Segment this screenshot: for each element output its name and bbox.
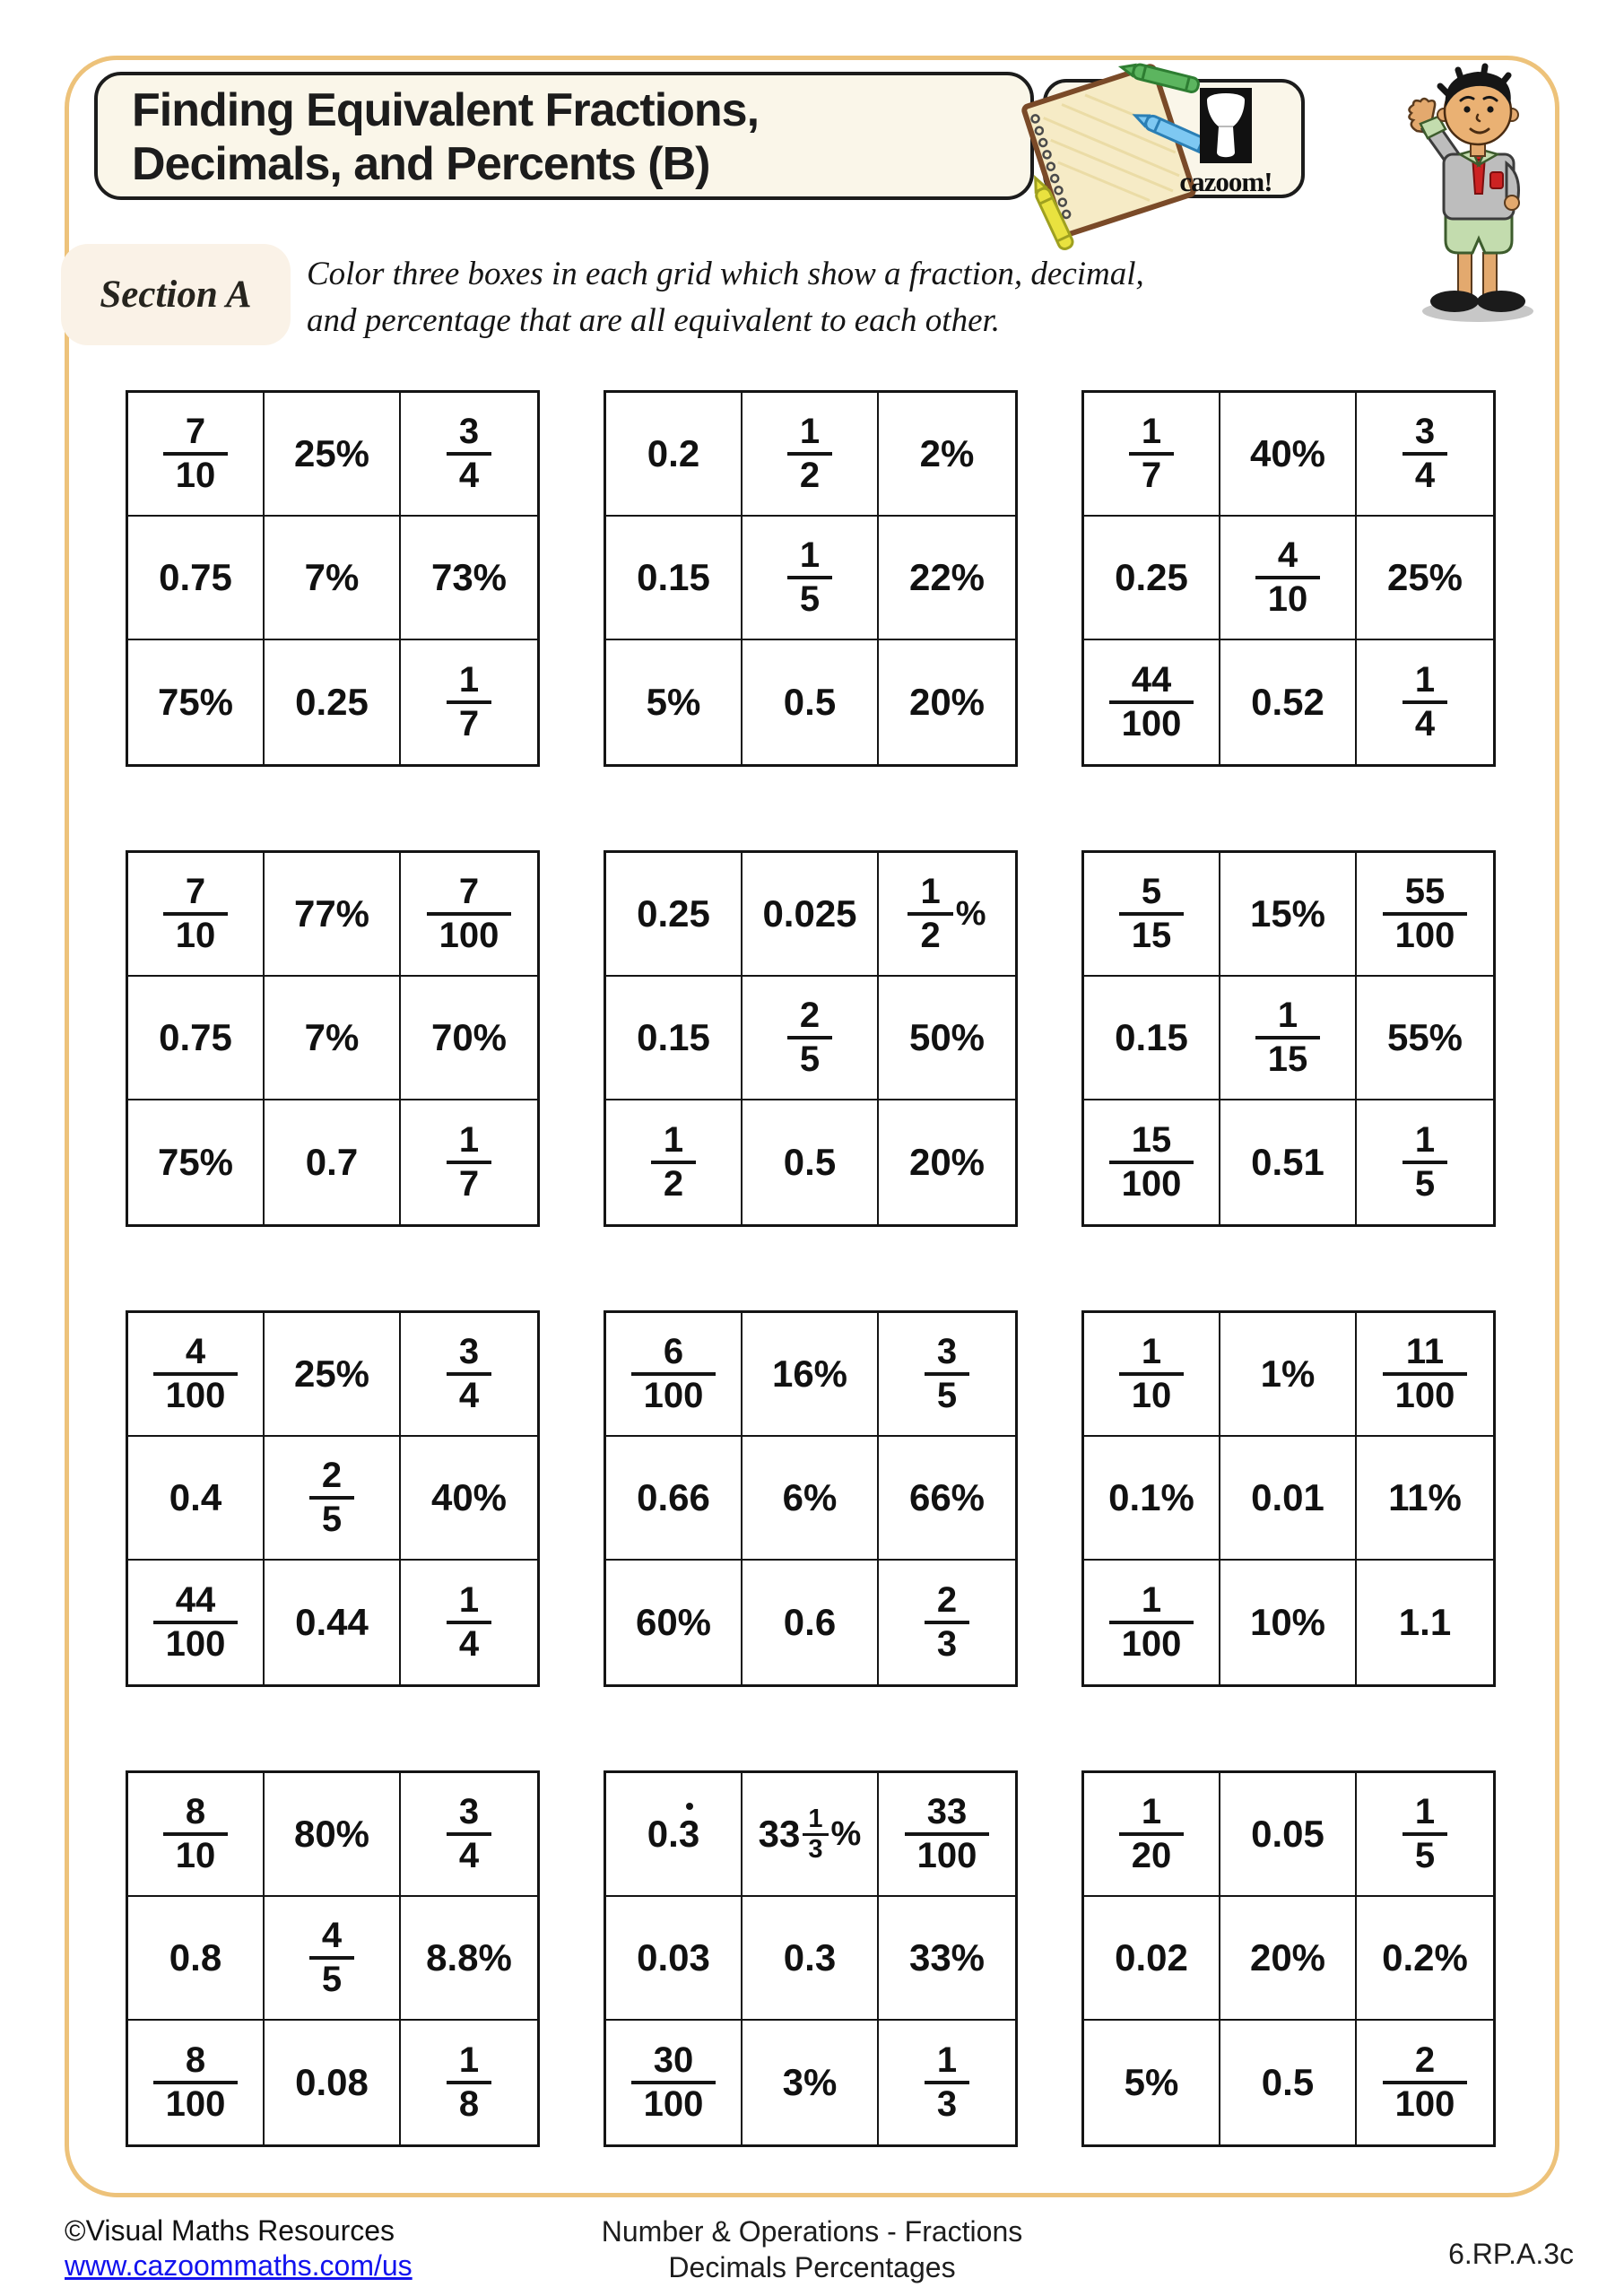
grid-1-cell-5[interactable] bbox=[265, 517, 401, 640]
fraction: $\frac{55}{100}$ bbox=[1383, 873, 1468, 954]
cell-value: 0.01 bbox=[1251, 1476, 1324, 1518]
cell-value: 0.2 bbox=[647, 432, 700, 474]
page-title-line1: Finding Equivalent Fractions, bbox=[132, 84, 760, 136]
cell-value: 75% bbox=[157, 681, 234, 723]
grid-3 bbox=[1081, 390, 1496, 767]
standard-code: 6.RP.A.3c bbox=[1448, 2238, 1574, 2270]
grid-3-cell-5[interactable] bbox=[1220, 517, 1357, 640]
grid-12-cell-5[interactable] bbox=[1220, 1897, 1357, 2021]
cell-value: 11% bbox=[1388, 1476, 1462, 1518]
instruction-line1: Color three boxes in each grid which show a fraction, decimal, bbox=[307, 256, 1144, 292]
fraction: $\frac{1}{2}$ bbox=[787, 413, 832, 494]
page-title bbox=[98, 75, 1030, 192]
cell-value: 0.25 bbox=[637, 892, 710, 935]
cell-value: 20% bbox=[908, 681, 986, 723]
grid-8-cell-9[interactable] bbox=[879, 1561, 1015, 1684]
grid-11-cell-7[interactable] bbox=[606, 2021, 743, 2144]
grid-5-cell-6[interactable] bbox=[879, 977, 1015, 1100]
mixed-number-whole: 33 bbox=[758, 1813, 801, 1855]
grid-8-cell-5[interactable] bbox=[743, 1437, 879, 1561]
cell-value: 15% bbox=[1249, 892, 1326, 935]
grid-1 bbox=[126, 390, 540, 767]
grid-7-cell-6[interactable] bbox=[401, 1437, 537, 1561]
grid-4-cell-8[interactable] bbox=[265, 1100, 401, 1224]
fraction: $\frac{1}{3}$ bbox=[925, 2041, 969, 2123]
grid-9 bbox=[1081, 1310, 1496, 1687]
cell-value: 25% bbox=[293, 432, 370, 474]
cell-value: 0.25 bbox=[1115, 556, 1188, 598]
cell-value: 1% bbox=[1260, 1352, 1316, 1395]
fraction: $\frac{2}{3}$ bbox=[925, 1581, 969, 1663]
drum-icon bbox=[1200, 88, 1252, 163]
cell-value: 0.4 bbox=[169, 1476, 222, 1518]
grid-7-cell-5[interactable] bbox=[265, 1437, 401, 1561]
fraction: $\frac{7}{100}$ bbox=[427, 873, 512, 954]
cell-value: 25% bbox=[293, 1352, 370, 1395]
grid-10-cell-3[interactable] bbox=[401, 1773, 537, 1897]
grid-10-cell-5[interactable] bbox=[265, 1897, 401, 2021]
cell-value: 0.8 bbox=[169, 1936, 222, 1979]
brand-name: cazoom! bbox=[1179, 166, 1272, 197]
fraction: $\frac{1}{3}$ bbox=[803, 1805, 828, 1863]
cell-value: 8.8% bbox=[426, 1936, 512, 1979]
grid-12-cell-1[interactable] bbox=[1084, 1773, 1220, 1897]
grid-6-cell-2[interactable] bbox=[1220, 853, 1357, 977]
cell-value: 0.3 bbox=[783, 1936, 837, 1979]
cell-value: 20% bbox=[908, 1141, 986, 1183]
grid-2-cell-7[interactable] bbox=[606, 640, 743, 764]
grid-2-cell-3[interactable] bbox=[879, 393, 1015, 517]
fraction: $\frac{44}{100}$ bbox=[1109, 661, 1194, 743]
grid-3-cell-7[interactable] bbox=[1084, 640, 1220, 764]
grid-6-cell-5[interactable] bbox=[1220, 977, 1357, 1100]
grid-12-cell-4[interactable] bbox=[1084, 1897, 1220, 2021]
grid-8-cell-6[interactable] bbox=[879, 1437, 1015, 1561]
grid-2-cell-1[interactable] bbox=[606, 393, 743, 517]
fraction: $\frac{1}{5}$ bbox=[1403, 1121, 1447, 1203]
fraction: $\frac{3}{4}$ bbox=[1403, 413, 1447, 494]
cell-value: 0.02 bbox=[1115, 1936, 1188, 1979]
fraction: $\frac{5}{15}$ bbox=[1119, 873, 1185, 954]
fraction: $\frac{4}{5}$ bbox=[309, 1917, 354, 1998]
fraction: $\frac{1}{4}$ bbox=[447, 1581, 491, 1663]
grid-3-cell-9[interactable] bbox=[1357, 640, 1493, 764]
fraction: $\frac{3}{4}$ bbox=[447, 1333, 491, 1414]
grid-5-cell-8[interactable] bbox=[743, 1100, 879, 1224]
grid-6-cell-3[interactable] bbox=[1357, 853, 1493, 977]
grid-10-cell-7[interactable] bbox=[128, 2021, 265, 2144]
grid-8-cell-7[interactable] bbox=[606, 1561, 743, 1684]
grid-1-cell-2[interactable] bbox=[265, 393, 401, 517]
cell-value: 0.025 bbox=[762, 892, 857, 935]
grid-1-cell-9[interactable] bbox=[401, 640, 537, 764]
fraction: $\frac{11}{100}$ bbox=[1383, 1333, 1468, 1414]
grid-7-cell-2[interactable] bbox=[265, 1313, 401, 1437]
grid-9-cell-3[interactable] bbox=[1357, 1313, 1493, 1437]
grid-10-cell-4[interactable] bbox=[128, 1897, 265, 2021]
cell-value: 0.5 bbox=[783, 681, 837, 723]
website-link[interactable]: www.cazoommaths.com/us bbox=[65, 2249, 413, 2283]
cell-value: 40% bbox=[430, 1476, 508, 1518]
cell-value: 0.5 bbox=[783, 1141, 837, 1183]
fraction: $\frac{33}{100}$ bbox=[905, 1793, 990, 1874]
grid-3-cell-1[interactable] bbox=[1084, 393, 1220, 517]
grid-4-cell-9[interactable] bbox=[401, 1100, 537, 1224]
grid-11-cell-6[interactable] bbox=[879, 1897, 1015, 2021]
brand-mark bbox=[1158, 88, 1294, 198]
cell-value: 0.03 bbox=[637, 1936, 710, 1979]
fraction: $\frac{8}{10}$ bbox=[163, 1793, 229, 1874]
grid-6-cell-1[interactable] bbox=[1084, 853, 1220, 977]
fraction: $\frac{1}{4}$ bbox=[1403, 661, 1447, 743]
grid-7-cell-1[interactable] bbox=[128, 1313, 265, 1437]
grid-5-cell-9[interactable] bbox=[879, 1100, 1015, 1224]
grid-5-cell-5[interactable] bbox=[743, 977, 879, 1100]
grid-5-cell-2[interactable] bbox=[743, 853, 879, 977]
grid-11-cell-2[interactable] bbox=[743, 1773, 879, 1897]
fraction: $\frac{44}{100}$ bbox=[153, 1581, 239, 1663]
grid-7-cell-3[interactable] bbox=[401, 1313, 537, 1437]
cell-value: 7% bbox=[304, 1016, 360, 1058]
cell-value: 0.75 bbox=[159, 1016, 232, 1058]
recurring-digit: 3 bbox=[678, 1813, 700, 1855]
grid-9-cell-1[interactable] bbox=[1084, 1313, 1220, 1437]
fraction: $\frac{1}{10}$ bbox=[1119, 1333, 1185, 1414]
grid-8-cell-4[interactable] bbox=[606, 1437, 743, 1561]
grid-8-cell-8[interactable] bbox=[743, 1561, 879, 1684]
fraction: $\frac{1}{2}$ bbox=[908, 873, 952, 954]
fraction: $\frac{2}{5}$ bbox=[787, 996, 832, 1078]
cell-value: 0.7 bbox=[305, 1141, 359, 1183]
title-box bbox=[94, 72, 1034, 200]
grid-5 bbox=[604, 850, 1018, 1227]
cell-value: 55% bbox=[1386, 1016, 1463, 1058]
cell-value: 2% bbox=[919, 432, 975, 474]
grid-12-cell-3[interactable] bbox=[1357, 1773, 1493, 1897]
cell-value: 70% bbox=[430, 1016, 508, 1058]
section-label: Section A bbox=[61, 244, 291, 345]
grid-10-cell-1[interactable] bbox=[128, 1773, 265, 1897]
grid-2-cell-2[interactable] bbox=[743, 393, 879, 517]
grid-11-cell-3[interactable] bbox=[879, 1773, 1015, 1897]
cell-value: 20% bbox=[1249, 1936, 1326, 1979]
cell-value: 0.75 bbox=[159, 556, 232, 598]
cell-value: 77% bbox=[293, 892, 370, 935]
grid-5-cell-4[interactable] bbox=[606, 977, 743, 1100]
grid-12 bbox=[1081, 1770, 1496, 2147]
fraction: $\frac{1}{7}$ bbox=[447, 661, 491, 743]
grid-9-cell-2[interactable] bbox=[1220, 1313, 1357, 1437]
grid-8-cell-3[interactable] bbox=[879, 1313, 1015, 1437]
cell-value: 3% bbox=[782, 2061, 838, 2103]
grid-3-cell-2[interactable] bbox=[1220, 393, 1357, 517]
copyright-text: ©Visual Maths Resources bbox=[65, 2214, 395, 2247]
fraction: $\frac{7}{10}$ bbox=[163, 413, 229, 494]
grid-4-cell-7[interactable] bbox=[128, 1100, 265, 1224]
grid-4-cell-1[interactable] bbox=[128, 853, 265, 977]
cell-value: 7% bbox=[304, 556, 360, 598]
cell-value: 75% bbox=[157, 1141, 234, 1183]
fraction: $\frac{2}{100}$ bbox=[1383, 2041, 1468, 2123]
cell-value: 0.6 bbox=[783, 1601, 837, 1643]
cell-value: 0.5 bbox=[1261, 2061, 1315, 2103]
fraction: $\frac{6}{100}$ bbox=[631, 1333, 716, 1414]
grid-1-cell-8[interactable] bbox=[265, 640, 401, 764]
fraction: $\frac{1}{15}$ bbox=[1255, 996, 1321, 1078]
grid-9-cell-4[interactable] bbox=[1084, 1437, 1220, 1561]
grid-6-cell-9[interactable] bbox=[1357, 1100, 1493, 1224]
grid-11-cell-1[interactable] bbox=[606, 1773, 743, 1897]
grid-1-cell-4[interactable] bbox=[128, 517, 265, 640]
grid-7 bbox=[126, 1310, 540, 1687]
grid-6-cell-8[interactable] bbox=[1220, 1100, 1357, 1224]
grid-5-cell-1[interactable] bbox=[606, 853, 743, 977]
worksheet-grids bbox=[126, 390, 1496, 2147]
topic-line1: Number & Operations - Fractions bbox=[601, 2215, 1023, 2248]
grid-11-cell-4[interactable] bbox=[606, 1897, 743, 2021]
grid-4-cell-6[interactable] bbox=[401, 977, 537, 1100]
fraction: $\frac{4}{10}$ bbox=[1255, 536, 1321, 618]
grid-9-cell-6[interactable] bbox=[1357, 1437, 1493, 1561]
grid-11-cell-8[interactable] bbox=[743, 2021, 879, 2144]
grid-1-cell-7[interactable] bbox=[128, 640, 265, 764]
cell-value: 6% bbox=[782, 1476, 838, 1518]
fraction: $\frac{1}{2}$ bbox=[651, 1121, 696, 1203]
cell-value: 10% bbox=[1249, 1601, 1326, 1643]
grid-7-cell-4[interactable] bbox=[128, 1437, 265, 1561]
grid-2-cell-6[interactable] bbox=[879, 517, 1015, 640]
grid-2-cell-4[interactable] bbox=[606, 517, 743, 640]
grid-10 bbox=[126, 1770, 540, 2147]
grid-11 bbox=[604, 1770, 1018, 2147]
cell-value: 0.52 bbox=[1251, 681, 1324, 723]
fraction: $\frac{15}{100}$ bbox=[1109, 1121, 1194, 1203]
page-title-line2: Decimals, and Percents (B) bbox=[132, 137, 710, 190]
grid-5-cell-7[interactable] bbox=[606, 1100, 743, 1224]
grid-12-cell-7[interactable] bbox=[1084, 2021, 1220, 2144]
grid-11-cell-5[interactable] bbox=[743, 1897, 879, 2021]
grid-2 bbox=[604, 390, 1018, 767]
grid-1-cell-6[interactable] bbox=[401, 517, 537, 640]
grid-9-cell-9[interactable] bbox=[1357, 1561, 1493, 1684]
grid-3-cell-8[interactable] bbox=[1220, 640, 1357, 764]
fraction: $\frac{3}{4}$ bbox=[447, 1793, 491, 1874]
grid-9-cell-8[interactable] bbox=[1220, 1561, 1357, 1684]
cell-value: 73% bbox=[430, 556, 508, 598]
cell-value: 0.2% bbox=[1382, 1936, 1468, 1979]
grid-3-cell-4[interactable] bbox=[1084, 517, 1220, 640]
grid-8-cell-2[interactable] bbox=[743, 1313, 879, 1437]
grid-10-cell-9[interactable] bbox=[401, 2021, 537, 2144]
grid-4 bbox=[126, 850, 540, 1227]
fraction: $\frac{4}{100}$ bbox=[153, 1333, 239, 1414]
cell-value: 5% bbox=[1124, 2061, 1179, 2103]
cell-value: 40% bbox=[1249, 432, 1326, 474]
cell-value: 25% bbox=[1386, 556, 1463, 598]
cell-value: 0.51 bbox=[1251, 1141, 1324, 1183]
grid-7-cell-9[interactable] bbox=[401, 1561, 537, 1684]
cell-value: 0.15 bbox=[1115, 1016, 1188, 1058]
fraction: $\frac{3}{5}$ bbox=[925, 1333, 969, 1414]
cell-value: 50% bbox=[908, 1016, 986, 1058]
boy-character-illustration bbox=[1390, 57, 1551, 326]
instruction-text bbox=[307, 251, 1365, 344]
cell-value: 66% bbox=[908, 1476, 986, 1518]
cell-value: 0.25 bbox=[295, 681, 369, 723]
percent-suffix: % bbox=[830, 1814, 862, 1853]
cell-value: 33% bbox=[908, 1936, 986, 1979]
grid-7-cell-7[interactable] bbox=[128, 1561, 265, 1684]
grid-2-cell-8[interactable] bbox=[743, 640, 879, 764]
fraction: $\frac{1}{7}$ bbox=[1129, 413, 1174, 494]
grid-8 bbox=[604, 1310, 1018, 1687]
grid-10-cell-6[interactable] bbox=[401, 1897, 537, 2021]
grid-4-cell-3[interactable] bbox=[401, 853, 537, 977]
cell-value: 16% bbox=[771, 1352, 848, 1395]
fraction: $\frac{7}{10}$ bbox=[163, 873, 229, 954]
grid-3-cell-3[interactable] bbox=[1357, 393, 1493, 517]
fraction: $\frac{1}{20}$ bbox=[1119, 1793, 1185, 1874]
cell-value: 0.66 bbox=[637, 1476, 710, 1518]
cell-value: 0.1% bbox=[1108, 1476, 1194, 1518]
fraction: $\frac{1}{7}$ bbox=[447, 1121, 491, 1203]
grid-12-cell-2[interactable] bbox=[1220, 1773, 1357, 1897]
cell-value: 1.1 bbox=[1398, 1601, 1452, 1643]
cell-value: 80% bbox=[293, 1813, 370, 1855]
topic-line2: Decimals Percentages bbox=[668, 2251, 956, 2283]
percent-suffix: % bbox=[955, 894, 986, 933]
grid-1-cell-3[interactable] bbox=[401, 393, 537, 517]
grid-6-cell-6[interactable] bbox=[1357, 977, 1493, 1100]
brand-logo-box bbox=[1043, 79, 1305, 198]
grid-5-cell-3[interactable] bbox=[879, 853, 1015, 977]
fraction: $\frac{3}{4}$ bbox=[447, 413, 491, 494]
fraction: $\frac{2}{5}$ bbox=[309, 1457, 354, 1538]
grid-4-cell-4[interactable] bbox=[128, 977, 265, 1100]
grid-10-cell-8[interactable] bbox=[265, 2021, 401, 2144]
instruction-line2: and percentage that are all equivalent to each other. bbox=[307, 301, 1001, 339]
cell-value: 0.3 bbox=[647, 1813, 700, 1855]
grid-12-cell-9[interactable] bbox=[1357, 2021, 1493, 2144]
fraction: $\frac{1}{5}$ bbox=[787, 536, 832, 618]
grid-4-cell-5[interactable] bbox=[265, 977, 401, 1100]
cell-value: 5% bbox=[646, 681, 701, 723]
fraction: $\frac{1}{5}$ bbox=[1403, 1793, 1447, 1874]
cell-value: 0.15 bbox=[637, 1016, 710, 1058]
grid-10-cell-2[interactable] bbox=[265, 1773, 401, 1897]
cell-value: 0.08 bbox=[295, 2061, 369, 2103]
footer-topic-block bbox=[0, 2213, 1624, 2285]
grid-12-cell-6[interactable] bbox=[1357, 1897, 1493, 2021]
fraction: $\frac{1}{100}$ bbox=[1109, 1581, 1194, 1663]
grid-11-cell-9[interactable] bbox=[879, 2021, 1015, 2144]
cell-value: 0.44 bbox=[295, 1601, 369, 1643]
grid-7-cell-8[interactable] bbox=[265, 1561, 401, 1684]
grid-2-cell-5[interactable] bbox=[743, 517, 879, 640]
grid-1-cell-1[interactable] bbox=[128, 393, 265, 517]
fraction: $\frac{8}{100}$ bbox=[153, 2041, 239, 2123]
grid-2-cell-9[interactable] bbox=[879, 640, 1015, 764]
grid-6 bbox=[1081, 850, 1496, 1227]
grid-6-cell-4[interactable] bbox=[1084, 977, 1220, 1100]
fraction: $\frac{1}{8}$ bbox=[447, 2041, 491, 2123]
cell-value: 0.05 bbox=[1251, 1813, 1324, 1855]
grid-9-cell-5[interactable] bbox=[1220, 1437, 1357, 1561]
grid-6-cell-7[interactable] bbox=[1084, 1100, 1220, 1224]
grid-3-cell-6[interactable] bbox=[1357, 517, 1493, 640]
grid-9-cell-7[interactable] bbox=[1084, 1561, 1220, 1684]
cell-value: 60% bbox=[635, 1601, 712, 1643]
grid-12-cell-8[interactable] bbox=[1220, 2021, 1357, 2144]
cell-value: 22% bbox=[908, 556, 986, 598]
fraction: $\frac{30}{100}$ bbox=[631, 2041, 716, 2123]
grid-4-cell-2[interactable] bbox=[265, 853, 401, 977]
grid-8-cell-1[interactable] bbox=[606, 1313, 743, 1437]
cell-value: 0.15 bbox=[637, 556, 710, 598]
